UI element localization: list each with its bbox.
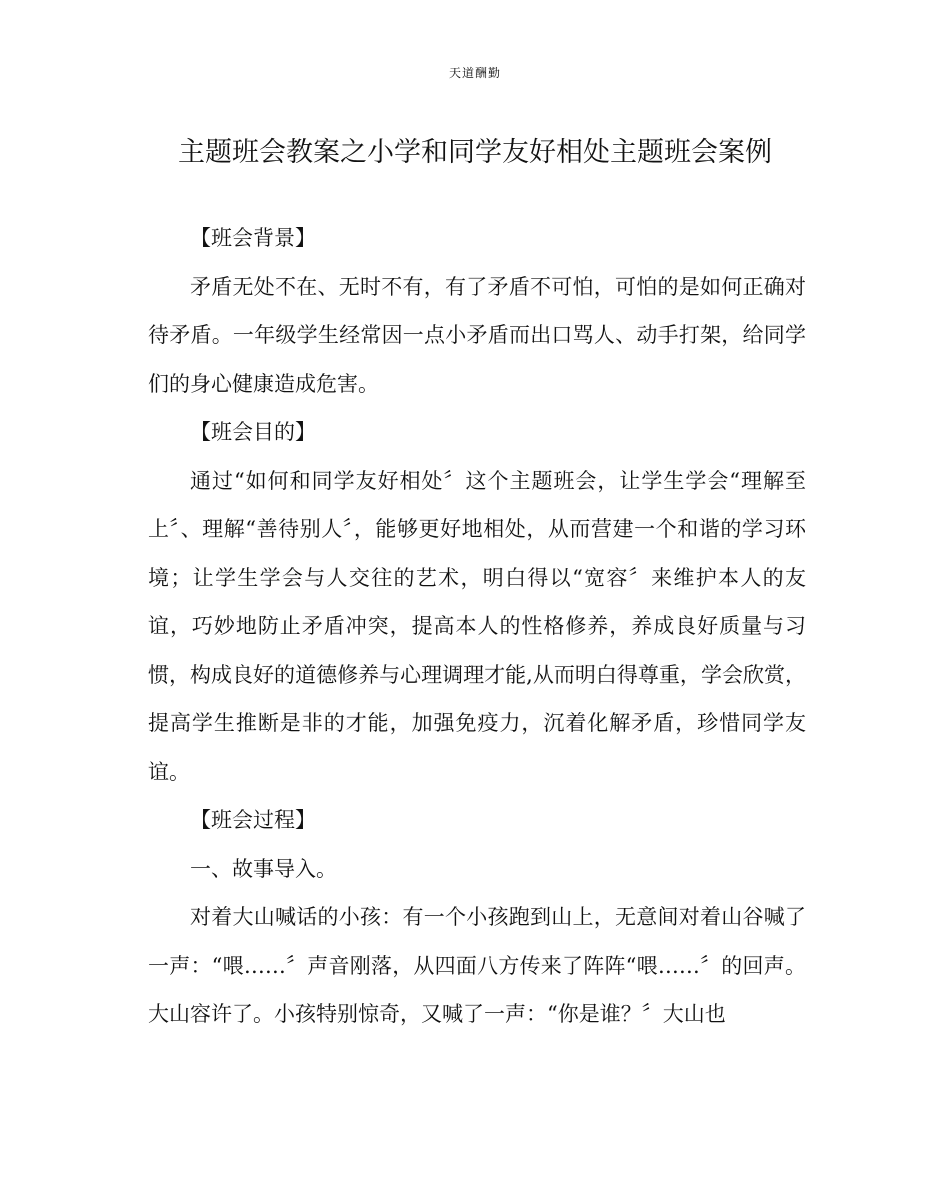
paragraph-story: 对着大山喊话的小孩：有一个小孩跑到山上，无意间对着山谷喊了一声：“喂……〞声音刚落，从四面八方传来了阵阵“喂……〞的回声。大山容许了。小孩特别惊奇，又喊了一声：“你是谁？〞大山也	[148, 905, 806, 1026]
paragraph-purpose: 通过“如何和同学友好相处〞这个主题班会，让学生学会“理解至上〞、理解“善待别人〞，能够更好地相处，从而营建一个和谐的学习环境；让学生学会与人交往的艺术，明白得以“宽容〞来维护本人的友谊，巧妙地防止矛盾冲突，提高本人的性格修养，养成良好质量与习惯，构成良好的道德修养与心理调理才能,从而明白得尊重，学会欣赏，提高学生推断是非的才能，加强免疫力，沉着化解矛盾，珍惜同学友谊。	[148, 468, 806, 784]
section-heading-purpose: 【班会目的】	[190, 420, 316, 444]
page-header: 天道酬勤	[448, 66, 501, 80]
document-body	[148, 214, 806, 1039]
section-heading-process: 【班会过程】	[190, 808, 316, 832]
paragraph-background: 矛盾无处不在、无时不有，有了矛盾不可怕，可怕的是如何正确对待矛盾。一年级学生经常因一点小矛盾而出口骂人、动手打架，给同学们的身心健康造成危害。	[148, 274, 806, 396]
paragraph-step-one: 一、故事导入。	[190, 856, 337, 881]
section-heading-background: 【班会背景】	[190, 226, 316, 250]
document-title: 主题班会教案之小学和同学友好相处主题班会案例	[178, 137, 772, 168]
